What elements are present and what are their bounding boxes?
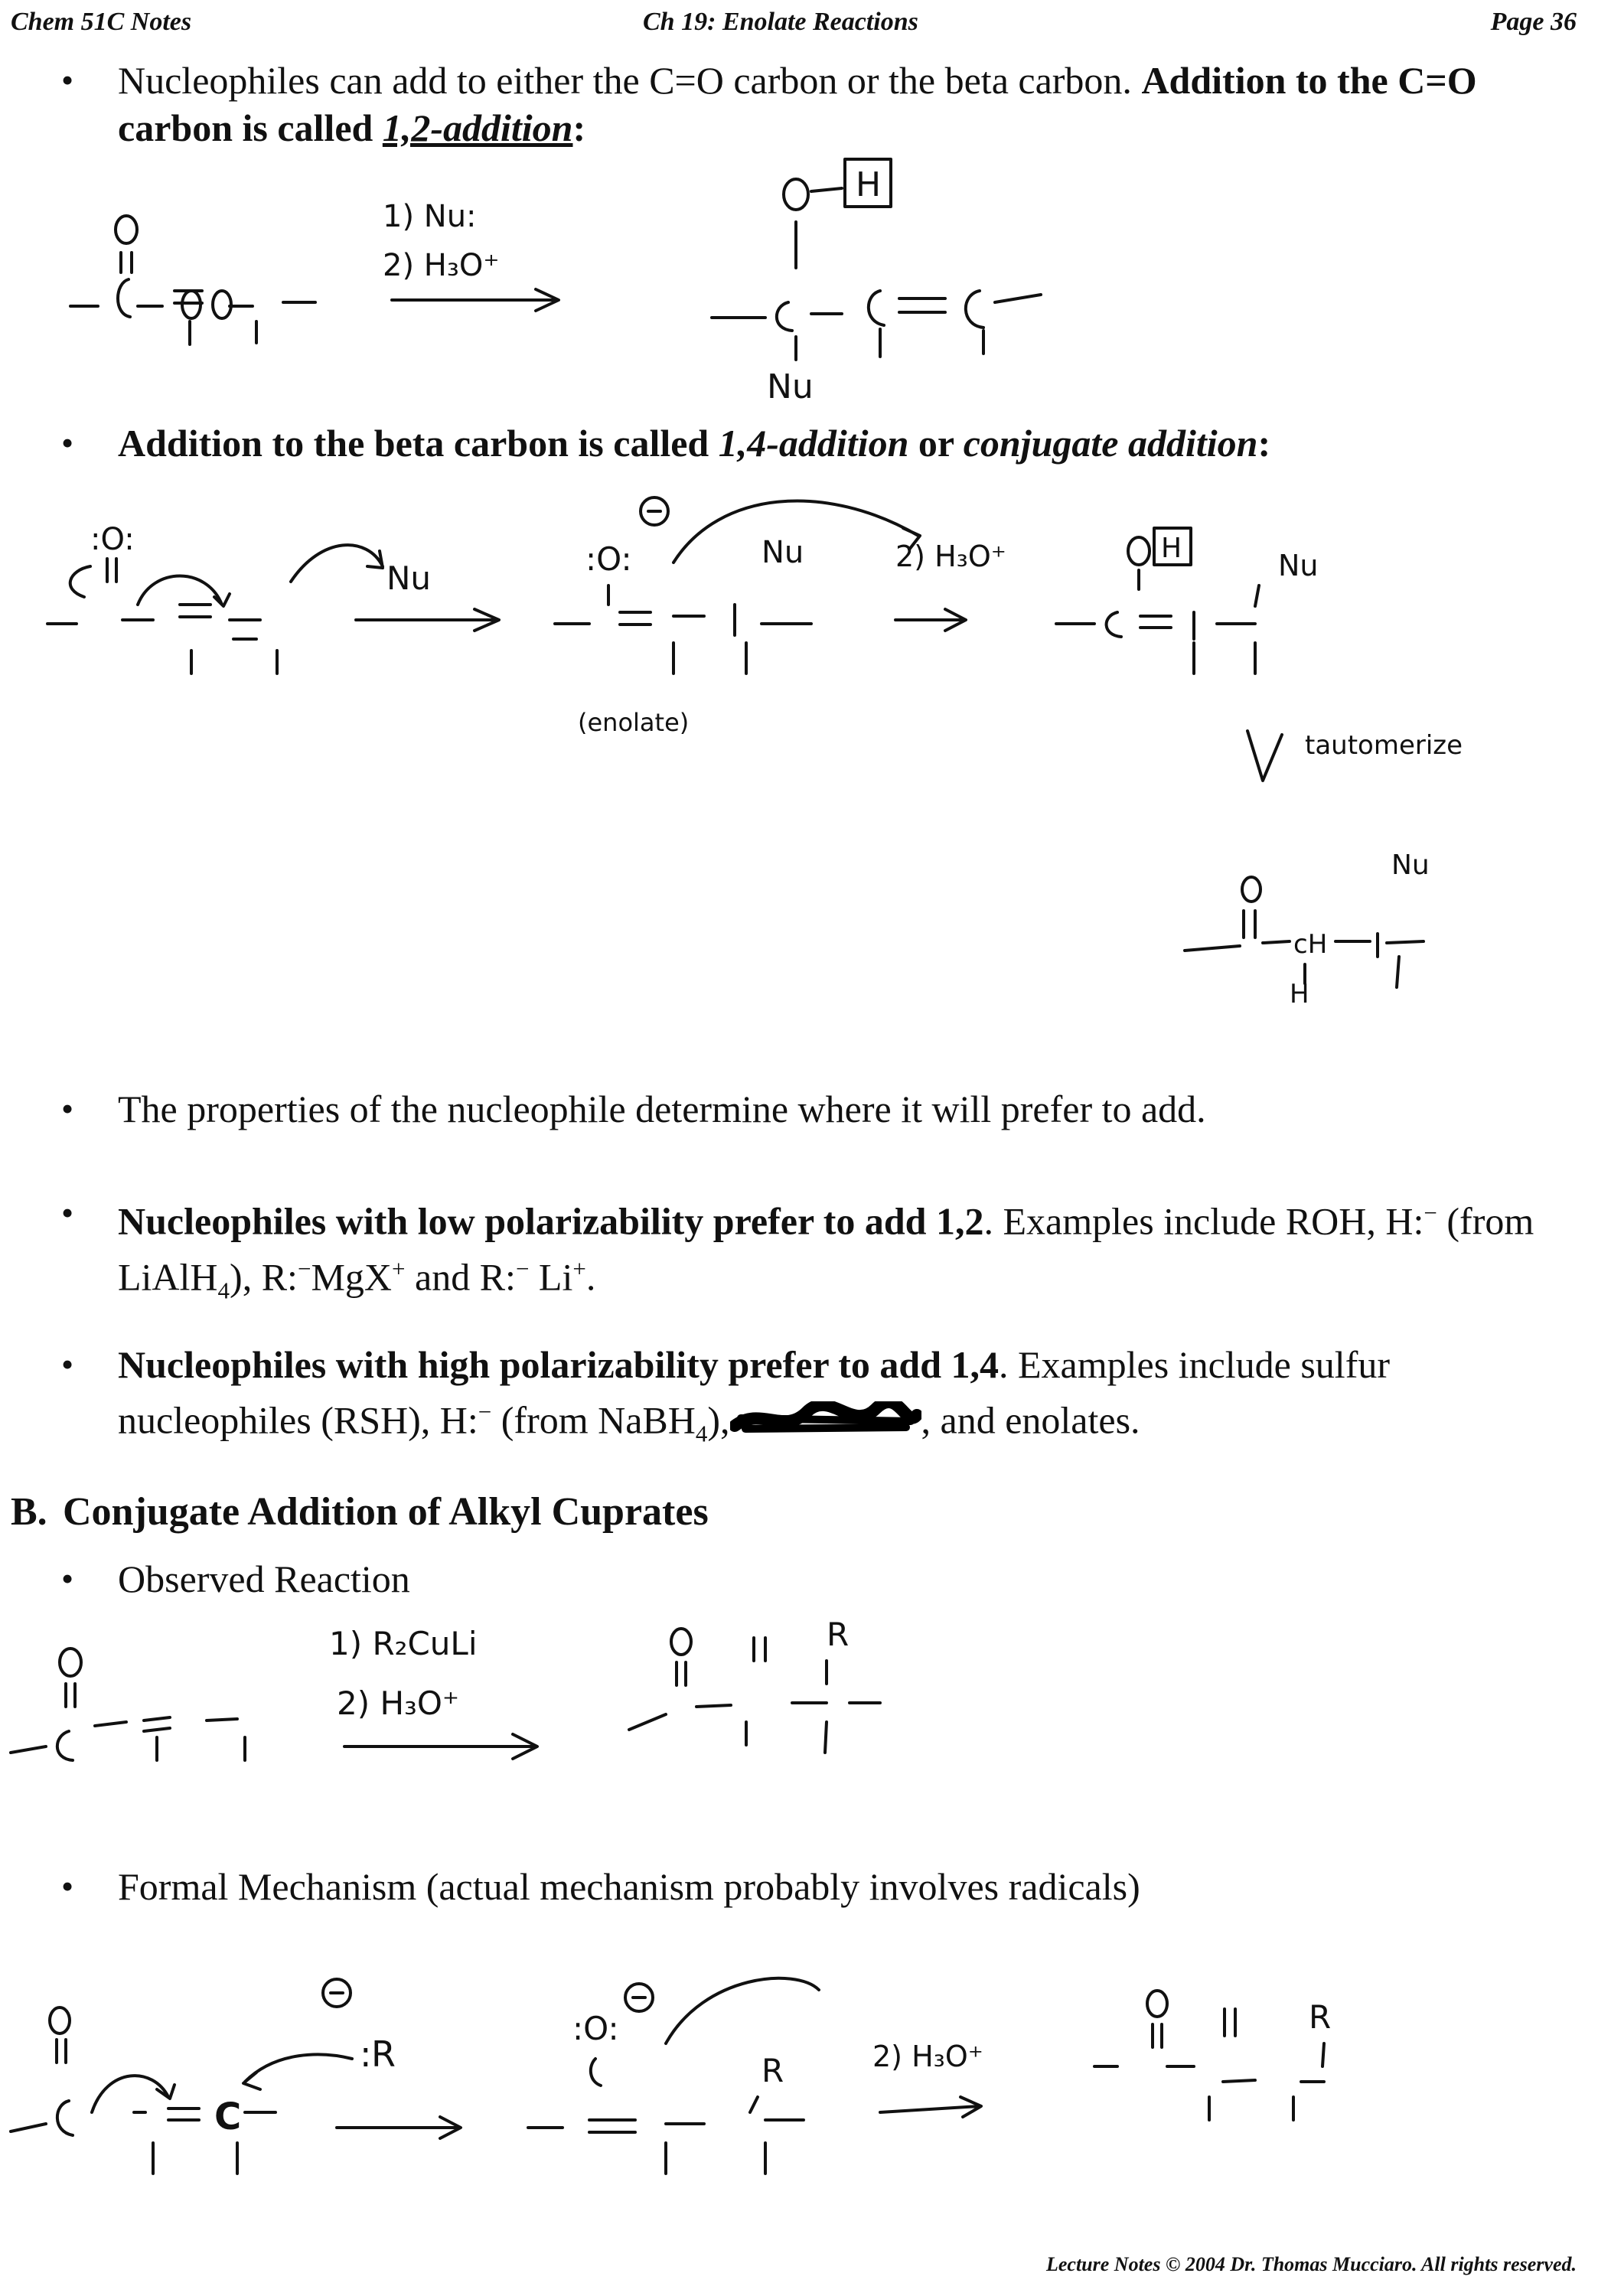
bullet-dot: • [61, 1867, 74, 1906]
curved-arrow [243, 2054, 352, 2089]
svg-text::O:: :O: [90, 522, 135, 557]
or-word: or [918, 422, 954, 465]
header-chapter: Ch 19: Enolate Reactions [643, 8, 918, 36]
nu-label: Nu [386, 559, 432, 597]
examples-text: , and enolates. [921, 1398, 1140, 1442]
nu-label: Nu [761, 535, 804, 570]
scheme-cuprate-mechanism [11, 1978, 1331, 2174]
examples-text: . [585, 1255, 596, 1299]
reagent-h3o: 2) H₃O⁺ [872, 2040, 983, 2073]
r-label: R [371, 2033, 396, 2075]
tautomerize-note: tautomerize [1305, 730, 1463, 761]
copyright-footer: Lecture Notes © 2004 Dr. Thomas Mucciaro. All rights reserved. [1045, 2253, 1577, 2275]
reaction-arrow [392, 289, 559, 311]
colon: : [1257, 422, 1271, 465]
svg-text:cH: cH [1293, 929, 1328, 960]
reagent-h3o: 2) H₃O⁺ [337, 1684, 460, 1722]
r-label: R [1309, 1998, 1332, 2036]
bullet-dot: • [61, 1559, 74, 1598]
r-label: R [761, 2052, 784, 2089]
nu-label: Nu [1278, 549, 1319, 582]
r-label: R [827, 1616, 850, 1653]
reaction-arrow [356, 609, 499, 631]
bullet-dot: • [61, 60, 74, 99]
bullet-dot: • [61, 1089, 74, 1128]
enolate-intermediate [555, 497, 1006, 737]
bullet-bold-text: Nucleophiles with high polarizability prefer to add 1,4 [118, 1343, 1000, 1386]
enolate-note: (enolate) [578, 708, 690, 737]
reagent-h3o: 2) H₃O⁺ [383, 248, 500, 283]
enone-structure [70, 216, 315, 344]
product-1-2 [712, 159, 1041, 406]
bullet-bold-text: Nucleophiles with low polarizability prefer to add 1,2 [118, 1199, 984, 1243]
reagent-cuprate: 1) R₂CuLi [329, 1625, 478, 1662]
examples-text: (from LiAlH [118, 1199, 1534, 1299]
scheme-cuprate-observed [11, 1616, 880, 1760]
svg-text::: : [360, 2033, 372, 2075]
bullet-text: The properties of the nucleophile determine where it will prefer to add. [118, 1088, 1206, 1130]
term-conjugate-addition: conjugate addition [963, 422, 1258, 465]
nu-label: Nu [767, 367, 814, 406]
examples-text: (from NaBH [501, 1398, 696, 1442]
h-box-label: H [1161, 533, 1182, 564]
enol-product [1056, 528, 1319, 673]
examples-text: ), R: [230, 1255, 298, 1299]
examples-text: . Examples include sulfur nucleophiles (RSH), H: [118, 1343, 1391, 1442]
term-1-4-addition: 1,4-addition [718, 422, 909, 465]
tautomerize-step [1247, 730, 1463, 781]
reagent-nu: 1) Nu: [383, 199, 477, 234]
bullet-dot: • [61, 1193, 74, 1232]
bullet-text: Formal Mechanism (actual mechanism probably involves radicals) [118, 1865, 1140, 1908]
svg-text::O:: :O: [572, 2010, 619, 2047]
scheme-1-2-addition [70, 159, 1041, 406]
section-title: Conjugate Addition of Alkyl Cuprates [63, 1490, 709, 1534]
header-page-number: Page 36 [1490, 8, 1577, 36]
bullet-bold-text: Addition to the beta carbon is called [118, 422, 709, 465]
enone-arrows [47, 522, 499, 673]
svg-text:H: H [1290, 979, 1309, 1009]
bullet-low-polarizability: • Nucleophiles with low polarizability prefer to add 1,2. Examples include ROH, H:− (from LiAlH$_4$), R:−MgX+ and R:− Li+. [61, 1189, 1546, 1289]
bullet-dot: • [61, 423, 74, 462]
h-box-label: H [856, 165, 882, 204]
examples-text: ), [707, 1398, 730, 1442]
bullet-high-polarizability: • Nucleophiles with high polarizability prefer to add 1,4. Examples include sulfur nucleophiles (RSH), H:− (from NaBH$_4$), , and enolates. [61, 1341, 1546, 1440]
bullet-dot: • [61, 1345, 74, 1384]
examples-text: . Examples include ROH, H: [983, 1199, 1424, 1243]
scheme-1-4-mechanism [47, 497, 1463, 1009]
reaction-arrow [895, 609, 966, 631]
header-course: Chem 51C Notes [11, 8, 192, 36]
examples-text: Li [538, 1255, 573, 1299]
reaction-arrow [337, 2117, 461, 2138]
examples-text: MgX [311, 1255, 393, 1299]
nu-label: Nu [1391, 850, 1430, 881]
reaction-arrow [344, 1734, 537, 1759]
term-1-2-addition: 1,2-addition [382, 106, 573, 149]
svg-text:C: C [214, 2095, 242, 2138]
reagents-1-2 [383, 199, 559, 311]
section-label: B. [11, 1490, 47, 1534]
ketone-product [1185, 850, 1430, 1009]
bullet-text: Observed Reaction [118, 1557, 410, 1600]
curved-arrow [666, 1978, 819, 2043]
svg-text::O:: :O: [585, 540, 632, 578]
bullet-bold-text: Addition to the C=O carbon is called [118, 59, 1477, 149]
colon: : [572, 106, 586, 149]
bullet-text: Nucleophiles can add to either the C=O carbon or the beta carbon. [118, 59, 1132, 102]
examples-text: and R: [415, 1255, 516, 1299]
reaction-arrow [880, 2097, 981, 2117]
reagent-h3o: 2) H₃O⁺ [895, 540, 1006, 573]
